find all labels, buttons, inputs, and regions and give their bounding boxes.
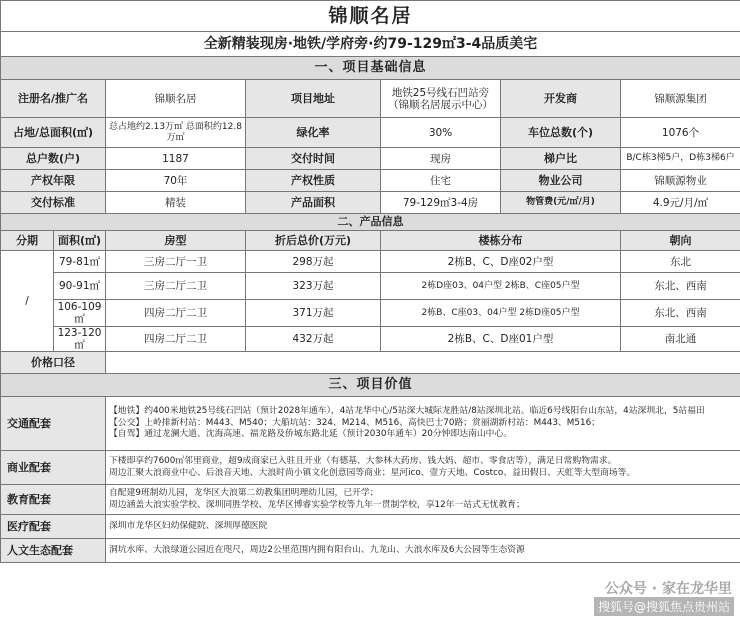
value-elevator: B/C栋3梯5户，D栋3梯6户 (621, 148, 740, 170)
section-product-title: 二、产品信息 (1, 214, 740, 231)
value-area: 总占地约2.13万㎡ 总面积约12.8万㎡ (106, 118, 246, 148)
value-property-type: 住宅 (381, 170, 501, 192)
prod-head-period: 分期 (1, 231, 54, 251)
table-row (1, 300, 740, 327)
value-delivery-time: 现房 (381, 148, 501, 170)
prod-building: 2栋B、C座03、04户型 2栋D座05户型 (381, 300, 621, 327)
value-tenure: 70年 (106, 170, 246, 192)
label-property-type: 产权性质 (246, 170, 381, 192)
traffic-drive: 【自驾】通过龙澜大道、沈海高速、福龙路及侨城东路北延（预计2030年通车）20分钟即达南山中心。 (109, 429, 513, 440)
label-property-company: 物业公司 (501, 170, 621, 192)
prod-orientation: 东北、西南 (621, 273, 740, 300)
value-price-basis (106, 352, 740, 374)
value-parking: 1076个 (621, 118, 740, 148)
label-delivery-time: 交付时间 (246, 148, 381, 170)
label-price-basis: 价格口径 (1, 352, 106, 374)
label-standard: 交付标准 (1, 192, 106, 214)
prod-area: 123-120㎡ (54, 327, 106, 352)
value-name: 锦顺名居 (106, 80, 246, 118)
label-human-eco: 人文生态配套 (1, 539, 106, 563)
value-human-eco: 洞坑水库、大浪绿道公园近在咫尺，周边2公里范围内拥有阳台山、九龙山、大浪水库及6大公园等生态资源 (106, 539, 740, 563)
section-value-title: 三、项目价值 (1, 374, 740, 397)
section-basic-title: 一、项目基础信息 (1, 57, 740, 80)
label-elevator: 梯户比 (501, 148, 621, 170)
prod-price: 432万起 (246, 327, 381, 352)
value-standard: 精装 (106, 192, 246, 214)
value-fee: 4.9元/月/㎡ (621, 192, 740, 214)
prod-area: 90-91㎡ (54, 273, 106, 300)
business-line-1: 下楼即享约7600㎡邻里商业，超9成商家已入驻且开业（有德基、大参林大药房、钱大妈、超市、零食店等），满足日常购物需求。 (109, 456, 617, 466)
prod-building: 2栋B、C、D座02户型 (381, 251, 621, 273)
value-address: 地铁25号线石凹站旁（锦顺名居展示中心） (381, 80, 501, 118)
prod-orientation: 东北 (621, 251, 740, 273)
prod-layout: 四房二厅二卫 (106, 300, 246, 327)
value-product-area: 79-129㎡3-4房 (381, 192, 501, 214)
prod-layout: 三房二厅二卫 (106, 273, 246, 300)
value-green: 30% (381, 118, 501, 148)
edu-line-1: 自配建9班制幼儿园，龙华区大浪第二幼教集团明理幼儿园，已开学； (109, 488, 379, 498)
label-name: 注册名/推广名 (1, 80, 106, 118)
edu-line-2: 周边涵盖大浪实验学校、深圳同胜学校、龙华区博睿实验学校等九年一贯制学校，享12年一站式无忧教育； (109, 499, 525, 510)
prod-head-price: 折后总价(万元) (246, 231, 381, 251)
label-fee: 物管费(元/㎡/月) (501, 192, 621, 214)
label-area: 占地/总面积(㎡) (1, 118, 106, 148)
traffic-metro: 【地铁】约400米地铁25号线石凹站（预计2028年通车），4站龙华中心/5站深大城际龙胜站/8站深圳北站。临近6号线阳台山东站，4站深圳北，5站福田 (109, 406, 705, 417)
value-property-company: 锦顺源物业 (621, 170, 740, 192)
prod-head-layout: 房型 (106, 231, 246, 251)
value-households: 1187 (106, 148, 246, 170)
label-education: 教育配套 (1, 485, 106, 515)
prod-orientation: 南北通 (621, 327, 740, 352)
prod-layout: 三房二厅一卫 (106, 251, 246, 273)
label-business: 商业配套 (1, 451, 106, 485)
prod-price: 371万起 (246, 300, 381, 327)
prod-price: 298万起 (246, 251, 381, 273)
page-subtitle: 全新精装现房·地铁/学府旁·约79-129㎡3-4品质美宅 (1, 32, 740, 57)
table-row (1, 327, 740, 352)
value-medical: 深圳市龙华区妇幼保健院、深圳厚德医院 (106, 515, 740, 539)
table-row (1, 273, 740, 300)
business-line-2: 周边汇聚大浪商业中心、后浪音天地、大浪时尚小镇文化创意园等商业；星河ico、壹方天地、Costco、益田假日、天虹等大型商场等。 (109, 467, 636, 478)
label-households: 总户数(户) (1, 148, 106, 170)
label-medical: 医疗配套 (1, 515, 106, 539)
label-tenure: 产权年限 (1, 170, 106, 192)
watermark-sohu: 搜狐号@搜狐焦点贵州站 (594, 597, 734, 616)
label-green: 绿化率 (246, 118, 381, 148)
prod-head-building: 楼栋分布 (381, 231, 621, 251)
table-row (1, 251, 740, 273)
label-parking: 车位总数(个) (501, 118, 621, 148)
prod-head-area: 面积(㎡) (54, 231, 106, 251)
prod-area: 106-109㎡ (54, 300, 106, 327)
watermark-wechat: 公众号 · 家在龙华里 (604, 581, 732, 597)
value-business (106, 451, 740, 485)
prod-area: 79-81㎡ (54, 251, 106, 273)
label-traffic: 交通配套 (1, 397, 106, 451)
value-education (106, 485, 740, 515)
prod-price: 323万起 (246, 273, 381, 300)
value-developer: 锦顺源集团 (621, 80, 740, 118)
prod-head-orientation: 朝向 (621, 231, 740, 251)
label-address: 项目地址 (246, 80, 381, 118)
prod-period: / (1, 251, 54, 352)
traffic-bus: 【公交】上岭排新村站：M443、M540；大船坑站：324、M214、M516、高快巴士70路；赏丽湖新村站：M443、M516； (109, 417, 600, 428)
label-developer: 开发商 (501, 80, 621, 118)
prod-layout: 四房二厅二卫 (106, 327, 246, 352)
prod-building: 2栋D座03、04户型 2栋B、C座05户型 (381, 273, 621, 300)
label-product-area: 产品面积 (246, 192, 381, 214)
page-title: 锦顺名居 (1, 1, 740, 32)
prod-building: 2栋B、C、D座01户型 (381, 327, 621, 352)
value-traffic (106, 397, 740, 451)
prod-orientation: 东北、西南 (621, 300, 740, 327)
